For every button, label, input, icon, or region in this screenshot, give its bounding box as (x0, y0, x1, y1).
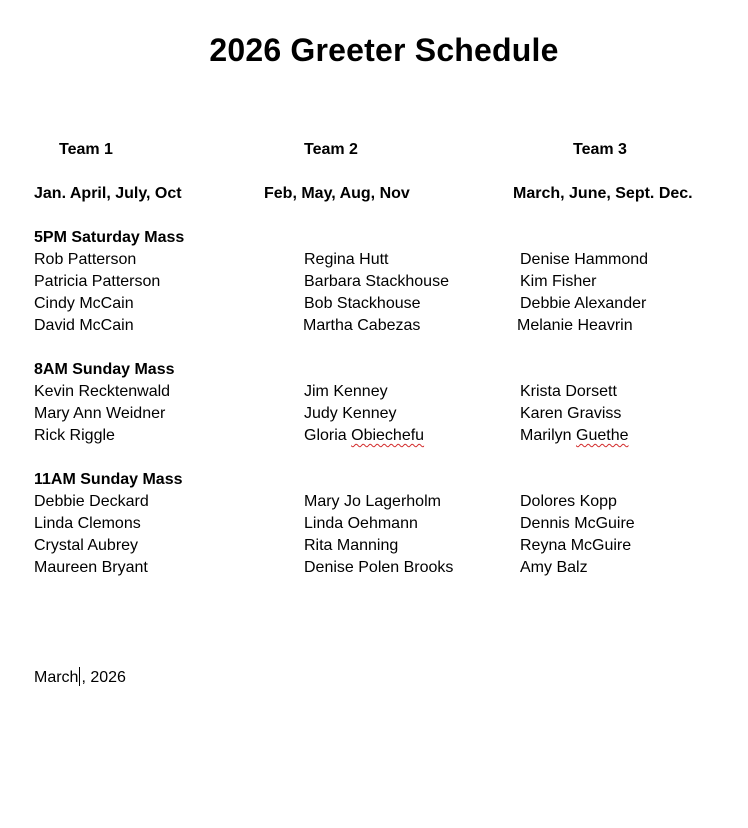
team1-member: Debbie Deckard (34, 493, 149, 510)
team3-member: Dolores Kopp (520, 493, 617, 510)
team3-member: Dennis McGuire (520, 515, 635, 532)
team2-member: Rita Manning (304, 537, 399, 554)
team1-member: Rob Patterson (34, 251, 137, 268)
team2-member: Jim Kenney (304, 383, 388, 400)
team2-months: Feb, May, Aug, Nov (264, 185, 410, 202)
team2-member-misspelled (304, 425, 424, 447)
mass-heading-sunday-11am: 11AM Sunday Mass (34, 471, 183, 488)
document-title: 2026 Greeter Schedule (209, 32, 559, 68)
team1-months: Jan. April, July, Oct (34, 185, 182, 202)
team3-member: Reyna McGuire (520, 537, 632, 554)
team3-months: March, June, Sept. Dec. (513, 185, 693, 202)
team3-member: Denise Hammond (520, 251, 649, 268)
mass-heading-saturday-5pm: 5PM Saturday Mass (34, 229, 185, 246)
team3-header: Team 3 (573, 141, 627, 158)
footer-year: 2026 (90, 669, 126, 686)
team2-member: Denise Polen Brooks (304, 559, 454, 576)
team3-member: Kim Fisher (520, 273, 597, 290)
footer-date[interactable] (34, 667, 126, 689)
first-name: Gloria (304, 427, 352, 444)
team1-member: Crystal Aubrey (34, 537, 139, 554)
team1-member: Rick Riggle (34, 427, 115, 444)
team1-header: Team 1 (59, 141, 113, 158)
team2-member: Regina Hutt (304, 251, 389, 268)
misspelled-surname: Guethe (576, 427, 629, 444)
footer-comma: , (81, 669, 86, 686)
team3-member-misspelled (520, 425, 629, 447)
team1-member: Mary Ann Weidner (34, 405, 166, 422)
team3-member: Melanie Heavrin (517, 317, 633, 334)
team1-member: Cindy McCain (34, 295, 134, 312)
team1-member: Maureen Bryant (34, 559, 148, 576)
team2-member: Linda Oehmann (304, 515, 418, 532)
mass-heading-sunday-8am: 8AM Sunday Mass (34, 361, 175, 378)
team3-member: Karen Graviss (520, 405, 622, 422)
team2-member: Bob Stackhouse (304, 295, 421, 312)
team2-member: Martha Cabezas (303, 317, 421, 334)
team2-member: Mary Jo Lagerholm (304, 493, 441, 510)
team1-member: Patricia Patterson (34, 273, 161, 290)
misspelled-surname: Obiechefu (351, 427, 425, 444)
team1-member: Kevin Recktenwald (34, 383, 171, 400)
footer-month: March (34, 669, 79, 686)
team3-member: Krista Dorsett (520, 383, 617, 400)
team2-member: Judy Kenney (304, 405, 397, 422)
first-name: Marilyn (520, 427, 577, 444)
team3-member: Debbie Alexander (520, 295, 647, 312)
team3-member: Amy Balz (520, 559, 588, 576)
team2-member: Barbara Stackhouse (304, 273, 449, 290)
team1-member: Linda Clemons (34, 515, 141, 532)
team1-member: David McCain (34, 317, 134, 334)
team2-header: Team 2 (304, 141, 358, 158)
